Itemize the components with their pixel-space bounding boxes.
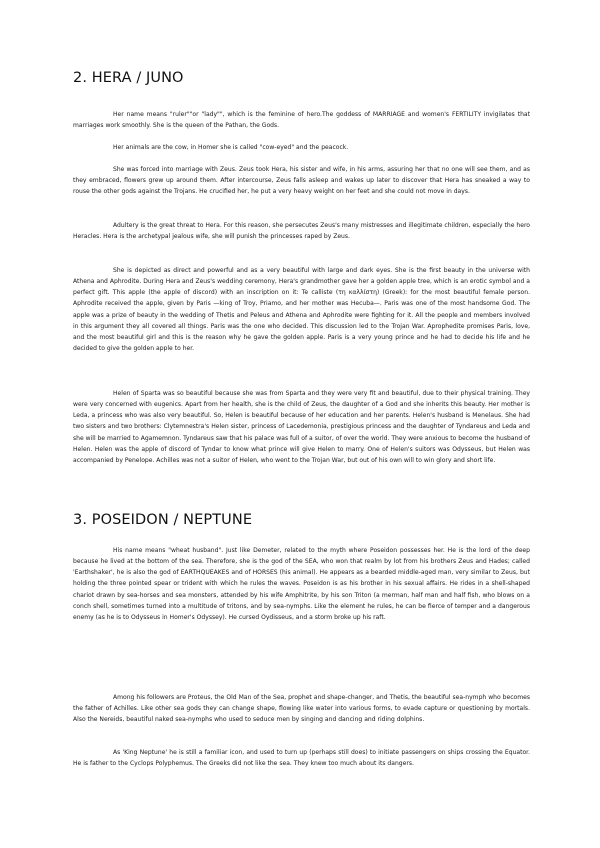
paragraph-hera-marriage: She was forced into marriage with Zeus. Zeus took Hera, his sister and wife, in his arms, assuring her that no one will see them, and as they embraced, flowers grew up around them. After intercourse, Zeus falls asleep and wakes up later to discover that Hera has sneaked a way to rouse the other gods against the Trojans. He crucified her, he put a very heavy weight on her feet and she could not move in days. bbox=[73, 166, 530, 196]
paragraph-helen: Helen of Sparta was so beautiful because she was from Sparta and they were very fit and beautiful, due to their physical training. They were very concerned with eugenics. Apart from her health, she is the child of Zeus, the daughter of a God and she inherits this beauty. Her mother is Leda, a princess who was also very beautiful. So, Helen is beautiful because of her education and her parents. Helen's husband is Menelaus. She had two sisters and two brothers: Clytemnestra's Helen sister, princess of Lacedemonia, prestigious princess and the daughter of Tyndareus and Leda and she will be married to Agamemnon. Tyndareus saw that his palace was full of a suitor, of over the world. They were anxious to become the husband of Helen. Helen was the apple of discord of Tyndar to know what prince will give Helen to marry. One of Helen's suitors was Odysseus, but Helen was accompanied by Penelope. Achilles was not a suitor of Helen, who went to the Trojan War, but out of his own will to win glory and short life. bbox=[73, 390, 530, 464]
paragraph-hera-animals: Her animals are the cow, in Homer she is called "cow-eyed" and the peacock. bbox=[113, 144, 349, 151]
section-heading-poseidon: 3. POSEIDON / NEPTUNE bbox=[73, 512, 253, 528]
section-heading-hera: 2. HERA / JUNO bbox=[73, 70, 184, 86]
paragraph-hera-name: Her name means "ruler""or "lady"", which is the feminine of hero.The goddess of MARRIAGE and women's FERTILITY invigilates that marriages work smoothly. She is the queen of the Pathan, the Gods. bbox=[73, 111, 530, 130]
paragraph-poseidon-followers: Among his followers are Proteus, the Old Man of the Sea, prophet and shape-changer, and Thetis, the beautiful sea-nymph who becomes the father of Achilles. Like other sea gods they can change shape, flowing like water into various forms, to evade capture or questioning by mortals. Also the Nereids, beautiful naked sea-nymphs who used to seduce men by singing and dancing and riding dolphins. bbox=[73, 694, 530, 724]
paragraph-poseidon-name: His name means "wheat husband". Just like Demeter, related to the myth where Poseidon possesses her. He is the lord of the deep because he lived at the bottom of the sea. Therefore, she is the god of the SEA, who won that realm by lot from his brothers Zeus and Hades; called 'Earthshaker', he is also the god of EARTHQUEAKES and of HORSES (his animal). He appears as a bearded middle-aged man, very similar to Zeus, but holding the three pointed spear or trident with which he rules the waves. Poseidon is as his brother in his sexual affairs. He rides in a shell-shaped chariot drawn by sea-horses and sea monsters, attended by his wife Amphitrite, by his son Triton (a merman, half man and half fish, who blows on a conch shell, sometimes turned into a multitude of tritons, and by sea-nymphs. Like the element he rules, he can be fierce of temper and a dangerous enemy (as he is to Odysseus in Homer's Odyssey). He cursed Oydisseus, and a storm broke up his raft. bbox=[73, 547, 530, 621]
paragraph-hera-adultery: Adultery is the great threat to Hera. For this reason, she persecutes Zeus's many mistresses and illegitimate children, especially the hero Heracles. Hera is the archetypal jealous wife, she will punish the princesses raped by Zeus. bbox=[73, 222, 530, 241]
paragraph-hera-apple: She is depicted as direct and powerful and as a very beautiful with large and dark eyes. She is the first beauty in the universe with Athena and Aphrodite. During Hera and Zeus's wedding ceremony, Hera's grandmother gave her a golden apple tree, which is an erotic symbol and a perfect gift. This apple (the apple of discord) with an inscription on it: Te calliste (τη καλλίστη) (Greek): for the most beautiful female person. Aphrodite received the apple, given by Paris —king of Troy, Priamo, and her mother was Hecuba—. Paris was one of the most handsome God. The apple was a prize of beauty in the wedding of Thetis and Peleus and Athena and Aphrodite were fighting for it. All the people and members involved in this argument they all covered all things. Paris was the one who decided. This discussion led to the Trojan War. Aprophedite promises Paris, love, and the most beautiful girl and this is the reason why he gave the golden apple. Paris is a very young prince and he had to decide his life and he decided to give the golden apple to her. bbox=[73, 267, 530, 353]
paragraph-king-neptune: As 'King Neptune' he is still a familiar icon, and used to turn up (perhaps still does) to initiate passengers on ships crossing the Equator. He is father to the Cyclops Polyphemus. The Greeks did not like the sea. They knew too much about its dangers. bbox=[73, 749, 530, 768]
